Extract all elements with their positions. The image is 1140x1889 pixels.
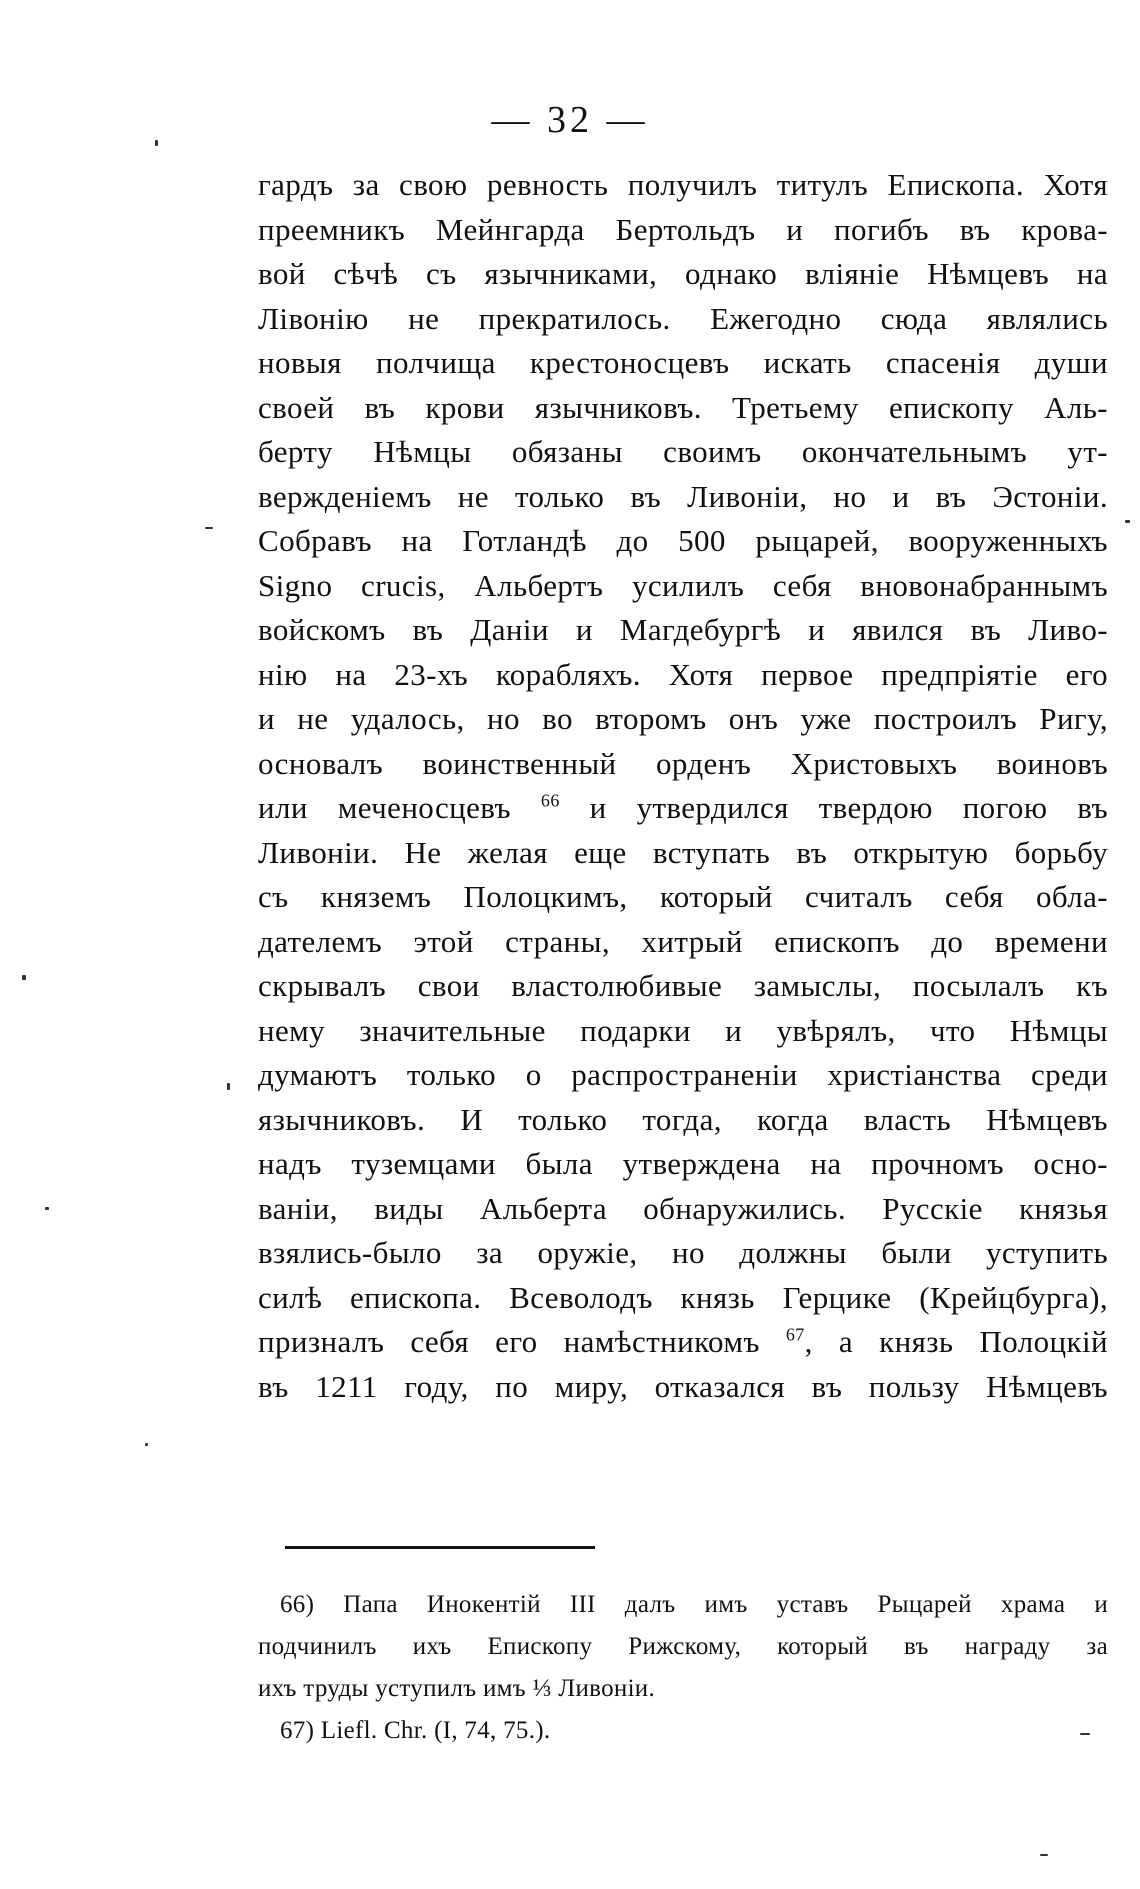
text-line: войскомъ въ Даніи и Магдебургѣ и явился въ Ливо- xyxy=(258,612,1108,647)
text-line: Ливоніи. Не желая еще вступать въ открытую борьбу xyxy=(258,834,1108,870)
text-line: взялись-было за оружіе, но должны были уступить xyxy=(258,1235,1108,1270)
text-line-start: или меченосцевъ xyxy=(258,790,511,825)
footnote-divider xyxy=(285,1546,595,1549)
footnote-ref-67[interactable]: 67 xyxy=(785,1324,805,1345)
scan-speck xyxy=(205,527,213,529)
text-line: нію на 23-хъ корабляхъ. Хотя первое предпріятіе его xyxy=(258,656,1108,692)
text-line: преемникъ Мейнгарда Бертольдъ и погибъ въ крова- xyxy=(258,211,1108,247)
page-number: — 32 — xyxy=(491,99,649,141)
scan-speck xyxy=(145,1443,148,1446)
scan-speck xyxy=(155,140,158,146)
text-line-with-footnote-ref xyxy=(258,1320,1108,1365)
scan-speck xyxy=(1040,1854,1048,1856)
text-line: думаютъ только о распространеніи христіанства среди xyxy=(258,1057,1108,1092)
footnotes xyxy=(258,1584,1108,1752)
scan-speck xyxy=(1080,1733,1090,1735)
text-line: вой сѣчѣ съ язычниками, однако вліяніе Нѣмцевъ на xyxy=(258,256,1108,291)
footnote-66-line: подчинилъ ихъ Епископу Рижскому, который въ награду за xyxy=(258,1633,1108,1660)
text-line: надъ туземцами была утверждена на прочномъ осно- xyxy=(258,1146,1108,1181)
footnote-66-text: Ливоніи. xyxy=(558,1675,656,1702)
scan-speck xyxy=(1125,520,1130,523)
text-line: Signo crucis, Альбертъ усилилъ себя вновонабраннымъ xyxy=(258,567,1108,603)
text-line: гардъ за свою ревность получилъ титулъ Епископа. Хотя xyxy=(258,167,1108,202)
footnote-66-line: 66) Папа Инокентій III далъ имъ уставъ Рыцарей храма и xyxy=(280,1591,1108,1618)
scan-speck xyxy=(227,1083,230,1090)
text-line: силѣ епископа. Всеволодъ князь Герцике (Крейцбурга), xyxy=(258,1279,1108,1315)
text-line: скрывалъ свои властолюбивые замыслы, посылалъ къ xyxy=(258,968,1108,1003)
text-line: берту Нѣмцы обязаны своимъ окончательнымъ ут- xyxy=(258,434,1108,469)
text-line: ваніи, виды Альберта обнаружились. Русскіе князья xyxy=(258,1190,1108,1226)
text-line: въ 1211 году, по миру, отказался въ пользу Нѣмцевъ xyxy=(258,1368,1108,1404)
fraction-one-third: ⅓ xyxy=(532,1675,552,1702)
scan-speck xyxy=(45,1207,49,1210)
scan-speck xyxy=(22,975,26,980)
text-line: основалъ воинственный орденъ Христовыхъ воиновъ xyxy=(258,745,1108,781)
text-line: вержденіемъ не только въ Ливоніи, но и въ Эстоніи. xyxy=(258,478,1108,514)
text-line: съ княземъ Полоцкимъ, который считалъ себя обла- xyxy=(258,879,1108,914)
body-text xyxy=(258,163,1108,1409)
footnote-66-line xyxy=(258,1668,1108,1710)
footnote-ref-66[interactable]: 66 xyxy=(540,790,560,811)
text-line: новыя полчища крестоносцевъ искать спасенія души xyxy=(258,345,1108,380)
text-line: нему значительные подарки и увѣрялъ, что Нѣмцы xyxy=(258,1012,1108,1048)
text-line: и не удалось, но во второмъ онъ уже построилъ Ригу, xyxy=(258,701,1108,736)
text-line-end: , а князь Полоцкій xyxy=(804,1324,1108,1359)
text-line: Лівонію не прекратилось. Ежегодно сюда являлись xyxy=(258,300,1108,336)
text-line: дателемъ этой страны, хитрый епископъ до времени xyxy=(258,923,1108,959)
text-line-with-footnote-ref xyxy=(258,786,1108,831)
text-line-end: и утвердился твердою погою въ xyxy=(589,790,1108,825)
footnote-67: 67) Liefl. Chr. (I, 74, 75.). xyxy=(280,1717,551,1744)
text-line-start: призналъ себя его намѣстникомъ xyxy=(258,1324,760,1359)
text-line: Собравъ на Готландѣ до 500 рыцарей, вооруженныхъ xyxy=(258,523,1108,558)
text-line: своей въ крови язычниковъ. Третьему епископу Аль- xyxy=(258,389,1108,425)
text-line: язычниковъ. И только тогда, когда власть Нѣмцевъ xyxy=(258,1101,1108,1137)
footnote-66-text: ихъ труды уступилъ имъ xyxy=(258,1675,527,1702)
